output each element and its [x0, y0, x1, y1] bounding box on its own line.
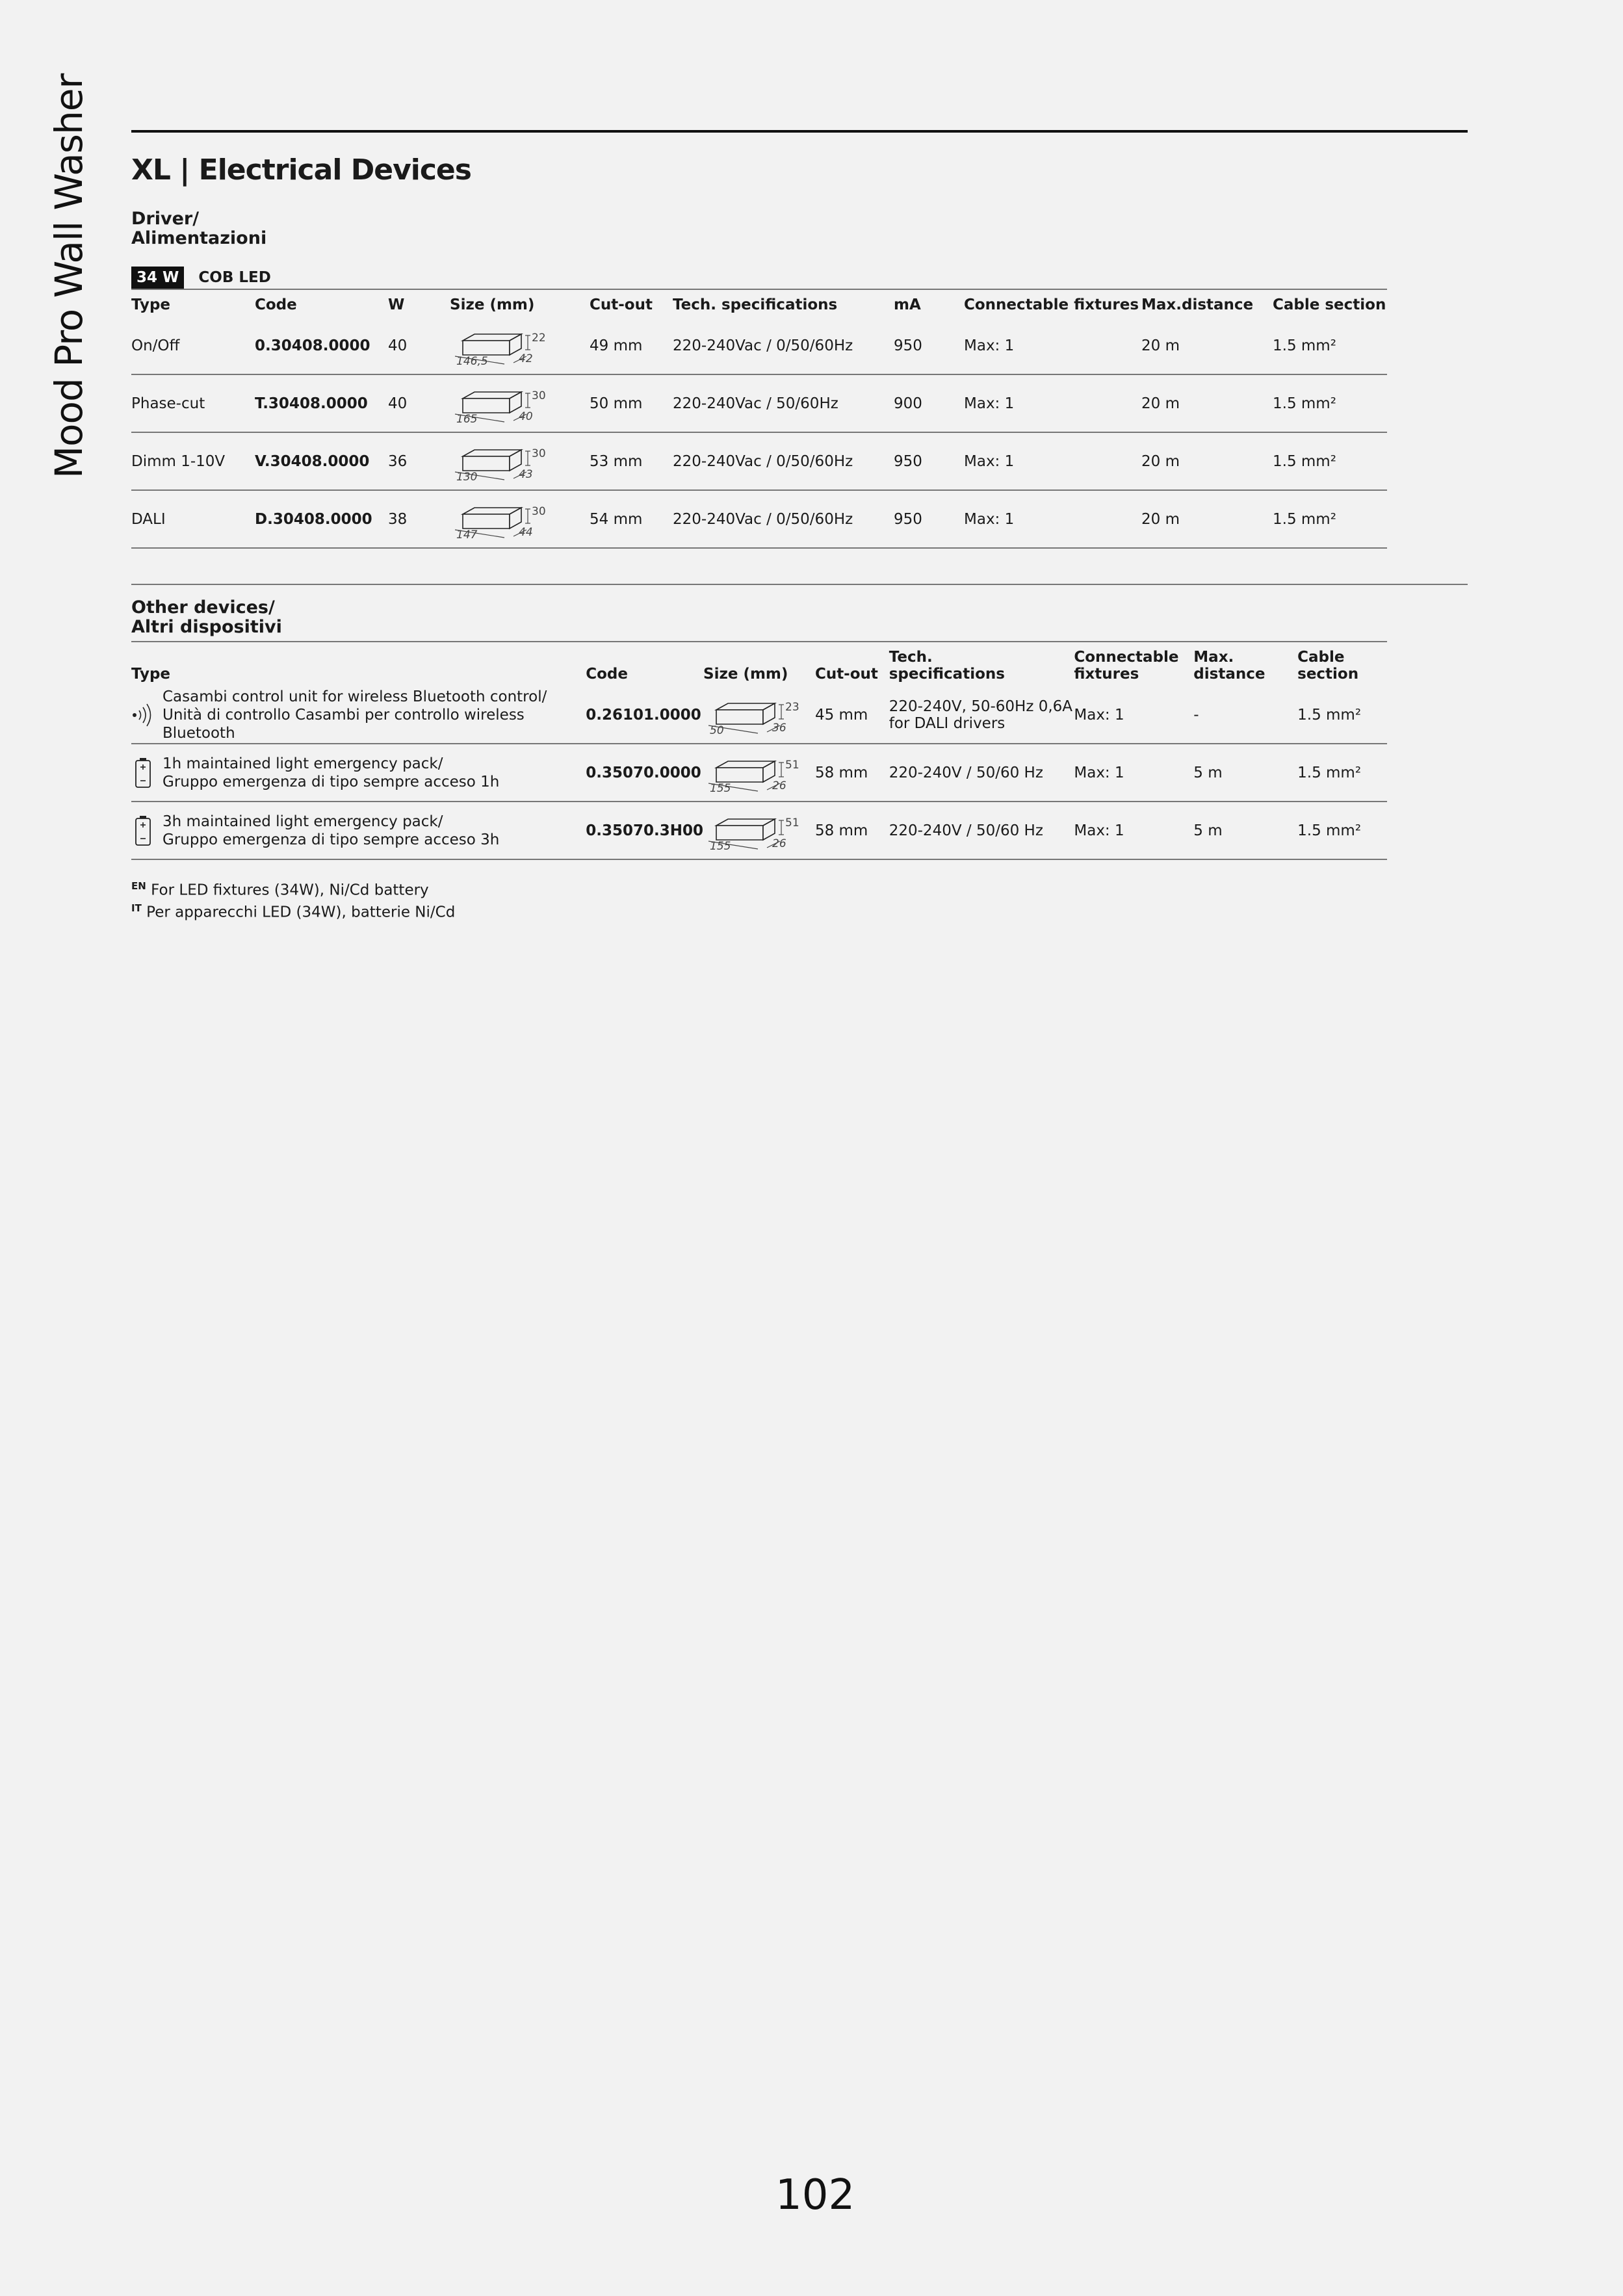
driver-row-2-type: Dimm 1-10V	[131, 432, 255, 490]
driver-row-0-type: On/Off	[131, 317, 255, 374]
driver-row-1-length-dim: 165	[456, 412, 478, 426]
other-row-1-distance: 5 m	[1193, 744, 1297, 802]
other-row-1-size-diagram	[703, 753, 801, 795]
other-row-0-tech	[889, 686, 1074, 744]
note-it-text: Per apparecchi LED (34W), batterie Ni/Cd	[146, 904, 456, 921]
other-row-0-type	[131, 686, 586, 744]
driver-row-3-tech: 220-240Vac / 0/50/60Hz	[673, 490, 894, 548]
other-row-1-tech-l1: 220-240V / 50/60 Hz	[889, 764, 1043, 781]
driver-row-1-fixtures: Max: 1	[964, 374, 1141, 432]
table-row	[131, 374, 1387, 432]
wireless-icon	[131, 702, 155, 728]
other-row-1-cutout: 58 mm	[815, 744, 889, 802]
note-it	[131, 902, 455, 921]
power-badge: 34 W	[131, 267, 184, 289]
other-row-0-fixtures: Max: 1	[1074, 686, 1193, 744]
driver-title	[131, 209, 266, 248]
driver-row-1-ma: 900	[894, 374, 964, 432]
note-en-lang: EN	[131, 880, 146, 892]
driver-row-3-size	[450, 490, 590, 548]
note-en	[131, 880, 429, 899]
driver-row-3-ma: 950	[894, 490, 964, 548]
driver-col-4: Cut-out	[590, 289, 673, 317]
driver-row-0-tech: 220-240Vac / 0/50/60Hz	[673, 317, 894, 374]
driver-row-1-code: T.30408.0000	[255, 374, 388, 432]
col-type: Type	[131, 642, 586, 686]
driver-row-1-width-dim: 40	[519, 410, 533, 423]
other-devices-table	[131, 641, 1387, 860]
driver-col-5: Tech. specifications	[673, 289, 894, 317]
other-row-1-width-dim: 26	[772, 779, 786, 792]
other-row-1-type	[131, 744, 586, 802]
table-row	[131, 744, 1387, 802]
driver-row-1-size-diagram	[450, 384, 547, 426]
col-fix-l1: Connectable	[1074, 649, 1179, 666]
driver-col-3: Size (mm)	[450, 289, 590, 317]
driver-row-1-watt: 40	[388, 374, 450, 432]
other-row-0-length-dim: 50	[710, 724, 724, 737]
other-devices-title-en: Other devices/	[131, 597, 275, 618]
led-type-label: COB LED	[198, 269, 271, 286]
battery-icon	[131, 757, 155, 789]
section-divider	[131, 584, 1468, 585]
other-devices-title-it: Altri dispositivi	[131, 617, 282, 637]
driver-row-0-fixtures: Max: 1	[964, 317, 1141, 374]
driver-row-3-cutout: 54 mm	[590, 490, 673, 548]
driver-row-3-width-dim: 44	[519, 525, 533, 539]
col-cutout: Cut-out	[815, 642, 889, 686]
other-row-0-tech-l2: for DALI drivers	[889, 714, 1006, 732]
battery-icon	[134, 815, 152, 846]
driver-row-0-width-dim: 42	[519, 352, 533, 365]
driver-row-2-watt: 36	[388, 432, 450, 490]
other-row-1-height-dim: 51	[785, 758, 799, 772]
driver-row-0-distance: 20 m	[1141, 317, 1273, 374]
other-row-1-tech	[889, 744, 1074, 802]
other-row-0-cutout: 45 mm	[815, 686, 889, 744]
battery-icon	[134, 757, 152, 789]
driver-row-2-height-dim: 30	[532, 447, 546, 460]
other-row-0-size-diagram	[703, 696, 801, 735]
other-row-0-type-it: Unità di controllo Casambi per controllo wireless Bluetooth	[162, 706, 525, 742]
driver-col-6: mA	[894, 289, 964, 317]
section-title: XL | Electrical Devices	[131, 153, 471, 187]
other-row-2-height-dim: 51	[785, 816, 799, 829]
col-cable	[1297, 642, 1387, 686]
page-number: 102	[775, 2171, 855, 2219]
other-row-1-length-dim: 155	[710, 781, 731, 795]
driver-col-0: Type	[131, 289, 255, 317]
other-row-2-length-dim: 155	[710, 839, 731, 853]
side-title: Mood Pro Wall Washer	[47, 73, 91, 478]
col-dist-l1: Max.	[1193, 649, 1234, 666]
col-tech-l1: Tech.	[889, 649, 933, 666]
driver-row-2-length-dim: 130	[456, 470, 478, 484]
other-row-2-tech	[889, 802, 1074, 859]
col-tech-l2: specifications	[889, 666, 1005, 683]
driver-row-0-size	[450, 317, 590, 374]
battery-icon	[131, 815, 155, 846]
driver-row-0-size-diagram	[450, 326, 547, 368]
col-distance	[1193, 642, 1297, 686]
driver-row-1-tech: 220-240Vac / 50/60Hz	[673, 374, 894, 432]
table-row	[131, 802, 1387, 859]
driver-row-1-size	[450, 374, 590, 432]
col-tech	[889, 642, 1074, 686]
power-badge-row	[131, 267, 271, 289]
driver-row-1-type: Phase-cut	[131, 374, 255, 432]
other-row-2-size-diagram	[703, 811, 801, 853]
driver-row-2-width-dim: 43	[519, 467, 533, 481]
driver-col-8: Max.distance	[1141, 289, 1273, 317]
other-row-0-size	[703, 686, 815, 744]
driver-row-1-height-dim: 30	[532, 389, 546, 402]
other-row-1-cable: 1.5 mm²	[1297, 744, 1387, 802]
driver-row-2-code: V.30408.0000	[255, 432, 388, 490]
other-row-2-type-en: 3h maintained light emergency pack/	[162, 813, 443, 830]
driver-row-2-cutout: 53 mm	[590, 432, 673, 490]
other-row-1-type-en: 1h maintained light emergency pack/	[162, 755, 443, 772]
other-row-0-code: 0.26101.0000	[586, 686, 703, 744]
driver-row-0-height-dim: 22	[532, 331, 546, 345]
table-row	[131, 490, 1387, 548]
other-row-0-type-en: Casambi control unit for wireless Bluetooth control/	[162, 688, 547, 705]
driver-row-3-height-dim: 30	[532, 504, 546, 518]
top-rule	[131, 130, 1468, 133]
driver-title-en: Driver/	[131, 209, 200, 229]
driver-row-3-code: D.30408.0000	[255, 490, 388, 548]
col-dist-l2: distance	[1193, 666, 1266, 683]
col-cable-l2: section	[1297, 666, 1359, 683]
other-row-1-code: 0.35070.0000	[586, 744, 703, 802]
driver-row-3-cable: 1.5 mm²	[1273, 490, 1387, 548]
driver-title-it: Alimentazioni	[131, 228, 267, 248]
driver-row-0-code: 0.30408.0000	[255, 317, 388, 374]
driver-row-1-cutout: 50 mm	[590, 374, 673, 432]
driver-row-1-cable: 1.5 mm²	[1273, 374, 1387, 432]
driver-row-2-size	[450, 432, 590, 490]
driver-row-3-type: DALI	[131, 490, 255, 548]
driver-col-7: Connectable fixtures	[964, 289, 1141, 317]
driver-row-0-cable: 1.5 mm²	[1273, 317, 1387, 374]
other-table-header	[131, 642, 1387, 686]
driver-row-3-length-dim: 147	[456, 528, 478, 541]
col-size: Size (mm)	[703, 642, 815, 686]
other-row-2-code: 0.35070.3H00	[586, 802, 703, 859]
other-row-0-tech-l1: 220-240V, 50-60Hz 0,6A	[889, 698, 1073, 715]
other-row-0-height-dim: 23	[785, 700, 799, 714]
other-row-1-type-it: Gruppo emergenza di tipo sempre acceso 1h	[162, 773, 500, 790]
note-en-text: For LED fixtures (34W), Ni/Cd battery	[151, 881, 429, 899]
driver-col-1: Code	[255, 289, 388, 317]
driver-row-2-tech: 220-240Vac / 0/50/60Hz	[673, 432, 894, 490]
other-row-2-cable: 1.5 mm²	[1297, 802, 1387, 859]
driver-row-3-distance: 20 m	[1141, 490, 1273, 548]
table-row	[131, 317, 1387, 374]
driver-col-9: Cable section	[1273, 289, 1387, 317]
other-row-0-distance: -	[1193, 686, 1297, 744]
driver-row-2-distance: 20 m	[1141, 432, 1273, 490]
wireless-icon	[131, 702, 155, 728]
driver-row-0-watt: 40	[388, 317, 450, 374]
driver-row-3-watt: 38	[388, 490, 450, 548]
other-row-2-type-it: Gruppo emergenza di tipo sempre acceso 3h	[162, 831, 500, 848]
other-row-1-size	[703, 744, 815, 802]
other-row-2-cutout: 58 mm	[815, 802, 889, 859]
other-devices-title	[131, 598, 282, 637]
other-row-2-size	[703, 802, 815, 859]
other-row-2-tech-l1: 220-240V / 50/60 Hz	[889, 822, 1043, 839]
driver-row-1-distance: 20 m	[1141, 374, 1273, 432]
driver-row-3-fixtures: Max: 1	[964, 490, 1141, 548]
driver-row-0-cutout: 49 mm	[590, 317, 673, 374]
driver-row-2-cable: 1.5 mm²	[1273, 432, 1387, 490]
other-row-2-type	[131, 802, 586, 859]
driver-row-2-size-diagram	[450, 442, 547, 484]
driver-col-2: W	[388, 289, 450, 317]
driver-table	[131, 289, 1387, 549]
other-row-0-cable: 1.5 mm²	[1297, 686, 1387, 744]
driver-row-0-length-dim: 146,5	[456, 354, 488, 368]
col-fix-l2: fixtures	[1074, 666, 1139, 683]
other-row-2-distance: 5 m	[1193, 802, 1297, 859]
note-it-lang: IT	[131, 902, 142, 914]
driver-row-2-fixtures: Max: 1	[964, 432, 1141, 490]
table-row	[131, 686, 1387, 744]
other-row-2-fixtures: Max: 1	[1074, 802, 1193, 859]
col-code: Code	[586, 642, 703, 686]
driver-row-0-ma: 950	[894, 317, 964, 374]
driver-table-header	[131, 289, 1387, 317]
driver-row-3-size-diagram	[450, 500, 547, 539]
other-row-2-width-dim: 26	[772, 837, 786, 850]
col-fixtures	[1074, 642, 1193, 686]
other-row-0-width-dim: 36	[772, 721, 786, 735]
driver-row-2-ma: 950	[894, 432, 964, 490]
col-cable-l1: Cable	[1297, 649, 1345, 666]
table-row	[131, 432, 1387, 490]
other-row-1-fixtures: Max: 1	[1074, 744, 1193, 802]
